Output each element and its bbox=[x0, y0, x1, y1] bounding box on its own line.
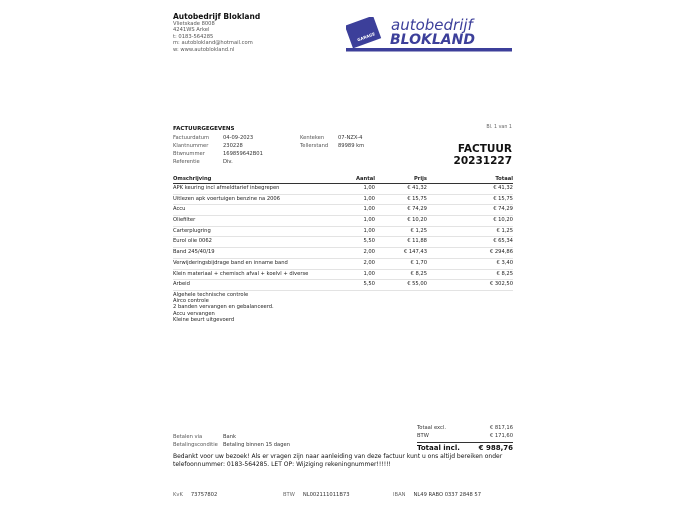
note-line: 2 banden vervangen en gebalanceerd. bbox=[173, 304, 274, 311]
invoice-details bbox=[173, 134, 263, 166]
total-excl-label: Totaal excl. bbox=[417, 425, 446, 431]
footer-btw-value: NL002111011B73 bbox=[302, 492, 350, 498]
item-quantity: 1,00 bbox=[363, 217, 375, 224]
website-line: w: www.autoblokland.nl bbox=[173, 46, 235, 53]
item-total: € 74,29 bbox=[493, 206, 513, 213]
item-quantity: 1,00 bbox=[363, 185, 375, 191]
item-price: € 147,43 bbox=[403, 249, 427, 256]
logo-line1: autobedrijf bbox=[391, 17, 473, 34]
item-price: € 15,75 bbox=[407, 195, 427, 202]
meta-label: Factuurdatum bbox=[173, 135, 210, 141]
btw-value: € 171,60 bbox=[489, 433, 513, 440]
table-row bbox=[173, 195, 513, 206]
company-logo bbox=[346, 17, 512, 52]
work-notes bbox=[173, 292, 274, 323]
logo-badge-shape bbox=[346, 17, 381, 48]
item-total: € 15,75 bbox=[493, 195, 513, 202]
email-line: m: autoblokland@hotmail.com bbox=[173, 40, 253, 47]
invoice-title: FACTUUR 20231227 bbox=[453, 143, 512, 167]
item-quantity: 2,00 bbox=[363, 259, 375, 266]
item-description: APK keuring incl afmeldtarief inbegrepen bbox=[173, 185, 280, 191]
phone-line: t: 0183-564285 bbox=[173, 33, 214, 40]
item-total: € 41,32 bbox=[493, 185, 513, 191]
note-line: Airco controle bbox=[173, 298, 209, 305]
vehicle-label: Tellerstand bbox=[300, 143, 329, 149]
kvk-label: KvK bbox=[173, 492, 183, 498]
items-table bbox=[173, 175, 513, 291]
table-row bbox=[173, 237, 513, 248]
vehicle-details bbox=[300, 134, 364, 150]
item-total: € 294,86 bbox=[489, 249, 513, 256]
table-header bbox=[173, 175, 513, 184]
item-description: Verwijderingsbijdrage band en inname band bbox=[173, 259, 288, 266]
item-description: Band 245/40/19 bbox=[173, 249, 215, 256]
vehicle-label: Kenteken bbox=[300, 135, 325, 141]
vehicle-value: 07-NZX-4 bbox=[338, 135, 363, 141]
header-price: Prijs bbox=[413, 176, 427, 182]
vehicle-value: 89989 km bbox=[338, 143, 365, 149]
meta-value: 04-09-2023 bbox=[223, 135, 254, 141]
total-excl-value: € 817,16 bbox=[489, 425, 513, 431]
page-number: Bl. 1 van 1 bbox=[486, 125, 512, 130]
table-row bbox=[173, 227, 513, 238]
payment-method-row bbox=[173, 434, 290, 442]
logo-line2: BLOKLAND bbox=[390, 32, 475, 48]
note-line: Accu vervangen bbox=[173, 310, 215, 317]
company-name: Autobedrijf Blokland bbox=[173, 12, 261, 21]
payment-label: Betalingsconditie bbox=[173, 441, 218, 448]
total-incl-row bbox=[417, 442, 513, 454]
item-price: € 8,25 bbox=[410, 270, 427, 277]
payment-label: Betalen via bbox=[173, 434, 203, 440]
item-price: € 55,00 bbox=[407, 281, 427, 288]
meta-label: Klantnummer bbox=[173, 143, 209, 149]
kvk-value: 73757802 bbox=[190, 492, 218, 498]
footer-btw-label: BTW bbox=[283, 492, 295, 498]
btw-label: BTW bbox=[417, 433, 429, 440]
item-description: Klein materiaal + chemisch afval + koelvl + diverse bbox=[173, 270, 309, 277]
item-description: Oliefilter bbox=[173, 217, 196, 224]
item-quantity: 2,00 bbox=[363, 249, 375, 256]
meta-value: Div. bbox=[223, 159, 233, 165]
vehicle-row-odometer bbox=[300, 142, 364, 150]
table-row bbox=[173, 280, 513, 291]
footer-iban bbox=[393, 492, 481, 498]
header-quantity: Aantal bbox=[356, 176, 375, 182]
item-description: Uitlezen apk voertuigen benzine na 2006 bbox=[173, 195, 281, 202]
item-price: € 1,70 bbox=[410, 259, 427, 266]
item-quantity: 5,50 bbox=[363, 281, 375, 288]
iban-label: IBAN bbox=[393, 492, 406, 498]
meta-label: Referentie bbox=[173, 159, 200, 165]
item-price: € 11,88 bbox=[407, 238, 427, 245]
iban-value: NL49 RABO 0337 2848 57 bbox=[413, 492, 481, 498]
table-row bbox=[173, 205, 513, 216]
payment-terms-row bbox=[173, 442, 290, 450]
item-total: € 10,20 bbox=[493, 217, 513, 224]
footer-btw bbox=[283, 492, 350, 498]
item-price: € 74,29 bbox=[407, 206, 427, 213]
table-row bbox=[173, 270, 513, 281]
payment-value: Betaling binnen 15 dagen bbox=[223, 441, 291, 448]
logo-badge-text: GARAGE bbox=[356, 31, 376, 43]
thank-you-message: Bedankt voor uw bezoek! Als er vragen zijn naar aanleiding van deze factuur kunt u ons altijd bereiken onder telefoonnummer: 0183-564285. LET OP: Wijziging rekeningnummer!!!!!! bbox=[173, 453, 503, 468]
logo-underline bbox=[346, 48, 512, 52]
meta-label: Btwnummer bbox=[173, 151, 205, 157]
company-address bbox=[173, 21, 253, 53]
item-total: € 8,25 bbox=[496, 270, 513, 277]
item-quantity: 1,00 bbox=[363, 206, 375, 213]
meta-value: 169859642B01 bbox=[223, 151, 263, 157]
item-description: Accu bbox=[173, 206, 186, 213]
item-description: Arbeid bbox=[173, 281, 190, 288]
totals-block bbox=[417, 424, 513, 454]
note-line: Kleine beurt uitgevoerd bbox=[173, 316, 235, 323]
item-quantity: 1,00 bbox=[363, 270, 375, 277]
table-row bbox=[173, 216, 513, 227]
btw-row bbox=[417, 432, 513, 440]
invoice-details-title: FACTUURGEGEVENS bbox=[173, 126, 235, 132]
item-total: € 3,40 bbox=[496, 259, 513, 266]
item-price: € 41,32 bbox=[407, 185, 427, 191]
address-line: 4241WS Arkel bbox=[173, 27, 210, 34]
payment-value: Bank bbox=[223, 434, 237, 440]
meta-row-date bbox=[173, 134, 263, 142]
vehicle-row-plate bbox=[300, 134, 364, 142]
payment-details bbox=[173, 434, 290, 449]
meta-row-customer bbox=[173, 142, 263, 150]
meta-row-vat bbox=[173, 150, 263, 158]
item-description: Carterplugring bbox=[173, 227, 211, 234]
total-excl-row bbox=[417, 424, 513, 432]
footer-kvk bbox=[173, 492, 217, 498]
address-line: Vlietskade 8008 bbox=[173, 21, 215, 27]
note-line: Algehele technische controle bbox=[173, 292, 249, 298]
item-total: € 302,50 bbox=[489, 281, 513, 288]
meta-row-reference bbox=[173, 158, 263, 166]
total-incl-value: € 988,76 bbox=[478, 443, 513, 452]
table-row bbox=[173, 248, 513, 259]
total-incl-label: Totaal incl. bbox=[417, 443, 460, 452]
item-quantity: 1,00 bbox=[363, 227, 375, 234]
table-row bbox=[173, 184, 513, 195]
item-price: € 1,25 bbox=[410, 227, 427, 234]
item-price: € 10,20 bbox=[407, 217, 427, 224]
item-quantity: 1,00 bbox=[363, 195, 375, 202]
item-total: € 65,34 bbox=[493, 238, 513, 245]
header-description: Omschrijving bbox=[173, 176, 212, 182]
item-total: € 1,25 bbox=[496, 227, 513, 234]
item-description: Eurol olie 0062 bbox=[173, 238, 212, 245]
header-total: Totaal bbox=[495, 176, 513, 182]
table-row bbox=[173, 259, 513, 270]
meta-value: 230228 bbox=[223, 143, 243, 149]
item-quantity: 5,50 bbox=[363, 238, 375, 245]
